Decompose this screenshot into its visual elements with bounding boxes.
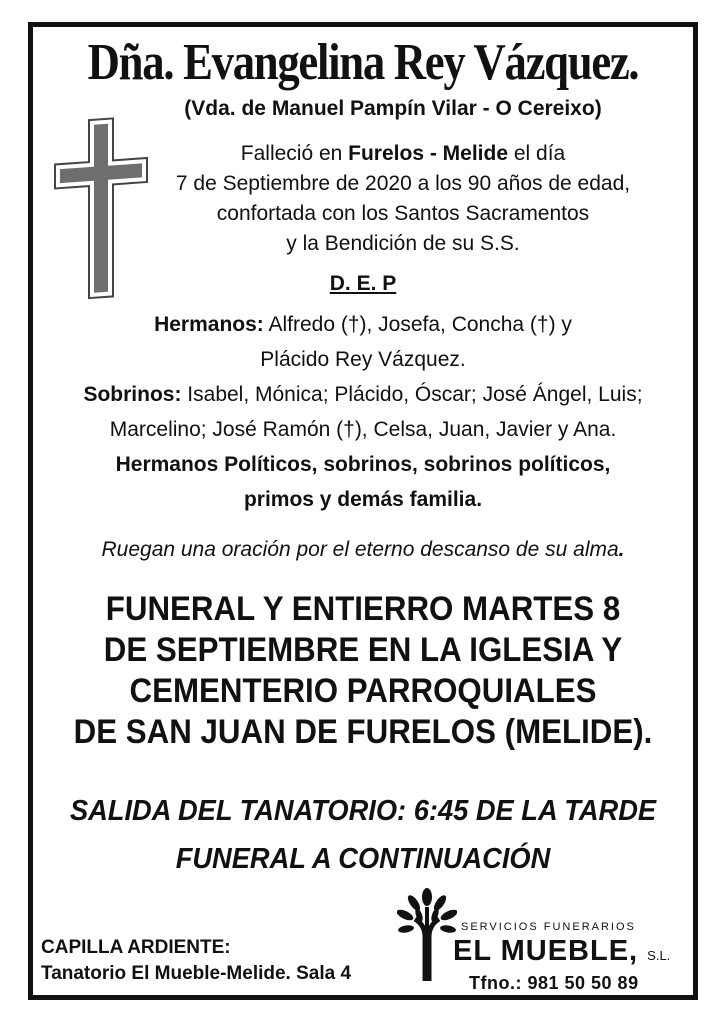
funeral-announcement: FUNERAL Y ENTIERRO MARTES 8 DE SEPTIEMBRE EN LA IGLESIA Y CEMENTERIO PARROQUIALES DE SAN JUAN DE FURELOS (MELIDE).	[73, 590, 653, 751]
siblings-label: Hermanos:	[154, 313, 264, 336]
nephews-line-1: Sobrinos: Isabel, Mónica; Plácido, Óscar; José Ángel, Luis;	[83, 383, 643, 406]
funeral-follows: FUNERAL A CONTINUACIÓN	[175, 843, 551, 875]
others-line-2: primos y demás familia.	[243, 488, 483, 511]
death-line-1: Falleció en Furelos - Melide el día	[240, 142, 566, 165]
widow-of-line: (Vda. de Manuel Pampín Vilar - O Cereixo)	[184, 97, 602, 120]
family-list	[33, 307, 693, 517]
obituary-frame	[28, 22, 698, 1000]
company-subtitle: SERVICIOS FUNERARIOS	[461, 921, 636, 933]
death-info	[143, 139, 663, 259]
tree-of-life-icon	[397, 885, 457, 985]
death-line-3: confortada con los Santos Sacramentos	[216, 202, 590, 225]
deceased-name: Dña. Evangelina Rey Vázquez.	[87, 34, 639, 91]
death-line-4: y la Bendición de su S.S.	[286, 232, 520, 255]
chapel-label: CAPILLA ARDIENTE:	[41, 937, 231, 958]
chapel-location: Tanatorio El Mueble-Melide. Sala 4	[41, 963, 352, 984]
prayer-line: Ruegan una oración por el eterno descanso de su alma.	[101, 538, 625, 561]
others-line-1: Hermanos Políticos, sobrinos, sobrinos políticos,	[115, 453, 611, 476]
company-name: EL MUEBLE, S.L.	[453, 935, 671, 967]
death-line-2: 7 de Septiembre de 2020 a los 90 años de edad,	[175, 172, 631, 195]
siblings-line-1: Hermanos: Alfredo (†), Josefa, Concha (†) y	[154, 313, 572, 336]
nephews-label: Sobrinos:	[83, 383, 182, 406]
departure-time: SALIDA DEL TANATORIO: 6:45 DE LA TARDE	[69, 795, 657, 827]
siblings-line-2: Plácido Rey Vázquez.	[260, 348, 466, 371]
nephews-line-2: Marcelino; José Ramón (†), Celsa, Juan, Javier y Ana.	[109, 418, 617, 441]
company-logo	[397, 885, 697, 993]
dep-line: D. E. P	[329, 272, 397, 295]
company-phone: Tfno.: 981 50 50 89	[469, 973, 639, 993]
chapel-info	[41, 935, 351, 987]
death-place: Furelos - Melide	[348, 142, 509, 165]
